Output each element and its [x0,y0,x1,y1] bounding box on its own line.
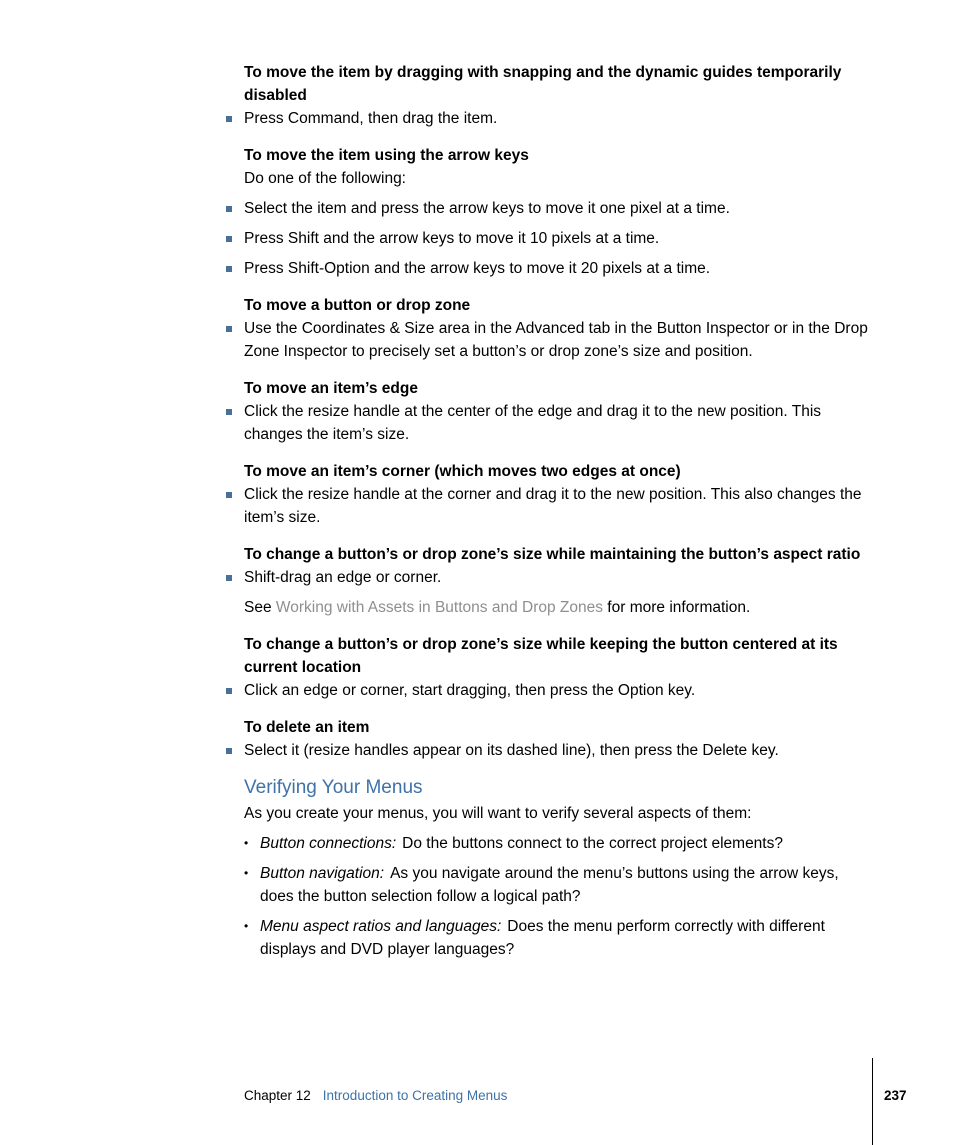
verify-text: Does the menu perform correctly with different displays and DVD player languages? [260,918,825,958]
see-also [244,596,874,619]
bullet-item: Press Command, then drag the item. [244,107,874,130]
bullet-item: Select the item and press the arrow keys to move it one pixel at a time. [244,197,874,220]
section-intro: Do one of the following: [244,170,406,187]
section-verifying [244,776,874,961]
verify-item [260,862,874,908]
verify-term: Menu aspect ratios and languages: [260,918,502,935]
section-heading: To change a button’s or drop zone’s size while maintaining the button’s aspect ratio [244,546,861,563]
section-move-button [244,294,874,363]
see-prefix: See [244,599,276,616]
section-aspect-ratio [244,543,874,619]
section-heading: To change a button’s or drop zone’s size while keeping the button centered at its current location [244,636,838,676]
section-title: Verifying Your Menus [244,777,423,798]
footer-divider [872,1058,873,1145]
section-heading: To move a button or drop zone [244,297,471,314]
verify-term: Button navigation: [260,865,385,882]
verify-text: Do the buttons connect to the correct project elements? [402,835,783,852]
bullet-item: Click the resize handle at the center of the edge and drag it to the new position. This changes the item’s size. [244,400,874,446]
section-move-corner [244,460,874,529]
bullet-item: Press Shift-Option and the arrow keys to move it 20 pixels at a time. [244,257,874,280]
section-heading: To delete an item [244,719,370,736]
verify-item [260,832,874,855]
bullet-item: Click the resize handle at the corner and drag it to the new position. This also changes the item’s size. [244,483,874,529]
section-centered [244,633,874,702]
section-heading: To move an item’s edge [244,380,418,397]
verify-text: As you navigate around the menu’s buttons using the arrow keys, does the button selection follow a logical path? [260,865,839,905]
verify-item [260,915,874,961]
section-move-edge [244,377,874,446]
section-heading: To move the item by dragging with snapping and the dynamic guides temporarily disabled [244,64,842,104]
bullet-item: Use the Coordinates & Size area in the Advanced tab in the Button Inspector or in the Drop Zone Inspector to precisely set a button’s or drop zone’s size and position. [244,317,874,363]
verify-term: Button connections: [260,835,397,852]
page-footer [244,1087,507,1105]
section-delete [244,716,874,762]
section-arrow-keys [244,144,874,280]
see-link[interactable]: Working with Assets in Buttons and Drop Zones [275,599,603,616]
footer-chapter-title[interactable]: Introduction to Creating Menus [322,1088,508,1103]
footer-chapter: Chapter 12 [244,1088,311,1103]
section-intro: As you create your menus, you will want to verify several aspects of them: [244,805,752,822]
bullet-item: Shift-drag an edge or corner. [244,566,874,589]
page-content [244,61,874,968]
see-suffix: for more information. [603,599,751,616]
bullet-item: Press Shift and the arrow keys to move it 10 pixels at a time. [244,227,874,250]
section-heading: To move an item’s corner (which moves two edges at once) [244,463,681,480]
page-number: 237 [884,1088,907,1103]
bullet-item: Click an edge or corner, start dragging, then press the Option key. [244,679,874,702]
section-drag-snapping [244,61,874,130]
bullet-item: Select it (resize handles appear on its dashed line), then press the Delete key. [244,739,874,762]
section-heading: To move the item using the arrow keys [244,147,529,164]
